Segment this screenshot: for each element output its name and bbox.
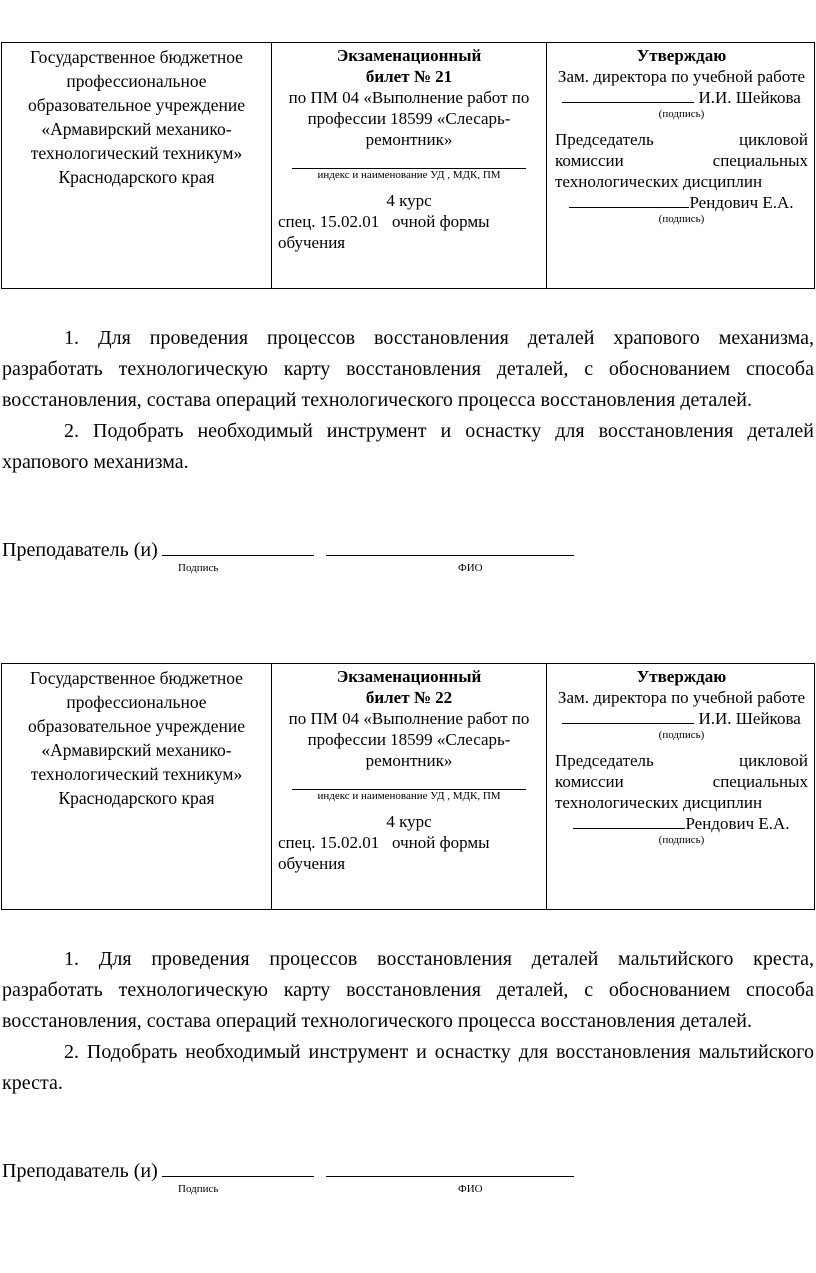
specialty-text: спец. 15.02.01 очной формы обучения	[278, 212, 494, 252]
chairman-name: Рендович Е.А.	[689, 193, 794, 212]
signature-caption: (подпись)	[658, 108, 705, 120]
commission-line: комиссии специальных	[555, 151, 808, 170]
module-text: по ПМ 04 «Выполнение работ по профессии 18599 «Слесарь-ремонтник»	[288, 88, 530, 149]
course-text: 4 курс	[386, 812, 432, 831]
exam-ticket-21	[0, 42, 816, 578]
ticket-info-cell	[272, 43, 547, 289]
teacher-signature-line	[0, 1159, 816, 1183]
disciplines-text: технологических дисциплин	[555, 172, 763, 191]
institution-name: Государственное бюджетное профессиональное образовательное учреждение «Армавирский механико-технологический техникум» Краснодарского края	[27, 47, 245, 187]
signature-caption: (подпись)	[658, 729, 705, 741]
sign-caption: Подпись	[178, 1183, 219, 1195]
specialty-text: спец. 15.02.01 очной формы обучения	[278, 833, 494, 873]
deputy-name: И.И. Шейкова	[698, 709, 801, 728]
tasks-block	[0, 944, 816, 1099]
teacher-captions	[0, 562, 816, 578]
sign-line	[162, 538, 314, 556]
task-1: 1. Для проведения процессов восстановления деталей храпового механизма, разработать технологическую карту восстановления деталей, с обоснованием способа восстановления, состава операций технологического процесса восстановления деталей.	[2, 327, 814, 411]
approval-cell	[547, 43, 815, 289]
deputy-title: Зам. директора по учебной работе	[557, 688, 806, 707]
ticket-header-table	[1, 42, 815, 289]
task-2: 2. Подобрать необходимый инструмент и оснастку для восстановления деталей храпового механизма.	[2, 420, 814, 473]
chairman-name: Рендович Е.А.	[685, 814, 790, 833]
module-text: по ПМ 04 «Выполнение работ по профессии 18599 «Слесарь-ремонтник»	[288, 709, 530, 770]
signature-caption-2: (подпись)	[658, 213, 705, 225]
fio-caption: ФИО	[458, 562, 483, 574]
disciplines-text: технологических дисциплин	[555, 793, 763, 812]
ticket-number: билет № 21	[365, 67, 453, 86]
chairman-line: Председатель цикловой	[555, 751, 808, 770]
institution-name: Государственное бюджетное профессиональное образовательное учреждение «Армавирский механико-технологический техникум» Краснодарского края	[27, 668, 245, 808]
ticket-title: Экзаменационный	[336, 667, 482, 686]
task-1: 1. Для проведения процессов восстановления деталей мальтийского креста, разработать технологическую карту восстановления деталей, с обоснованием способа восстановления, состава операций технологического процесса восстановления деталей.	[2, 948, 814, 1032]
chairman-signature	[555, 813, 808, 834]
teacher-signature-line	[0, 538, 816, 562]
approve-heading: Утверждаю	[636, 667, 727, 686]
fio-line	[326, 538, 574, 556]
ticket-number: билет № 22	[365, 688, 453, 707]
deputy-signature	[555, 708, 808, 729]
signature-caption-2: (подпись)	[658, 834, 705, 846]
ticket-info-cell	[272, 664, 547, 910]
commission-line: комиссии специальных	[555, 772, 808, 791]
institution-cell	[2, 43, 272, 289]
deputy-name: И.И. Шейкова	[698, 88, 801, 107]
index-caption: индекс и наименование УД , МДК, ПМ	[317, 169, 501, 181]
task-2: 2. Подобрать необходимый инструмент и оснастку для восстановления мальтийского креста.	[2, 1041, 814, 1094]
index-caption: индекс и наименование УД , МДК, ПМ	[317, 790, 501, 802]
deputy-title: Зам. директора по учебной работе	[557, 67, 806, 86]
chairman-signature	[555, 192, 808, 213]
ticket-header-table	[1, 663, 815, 910]
deputy-signature	[555, 87, 808, 108]
teacher-label: Преподаватель (и)	[2, 1160, 158, 1182]
institution-cell	[2, 664, 272, 910]
ticket-title: Экзаменационный	[336, 46, 482, 65]
fio-caption: ФИО	[458, 1183, 483, 1195]
tasks-block	[0, 323, 816, 478]
sign-caption: Подпись	[178, 562, 219, 574]
fio-line	[326, 1159, 574, 1177]
approve-heading: Утверждаю	[636, 46, 727, 65]
approval-cell	[547, 664, 815, 910]
teacher-label: Преподаватель (и)	[2, 539, 158, 561]
sign-line	[162, 1159, 314, 1177]
exam-ticket-22	[0, 663, 816, 1199]
course-text: 4 курс	[386, 191, 432, 210]
chairman-line: Председатель цикловой	[555, 130, 808, 149]
teacher-captions	[0, 1183, 816, 1199]
